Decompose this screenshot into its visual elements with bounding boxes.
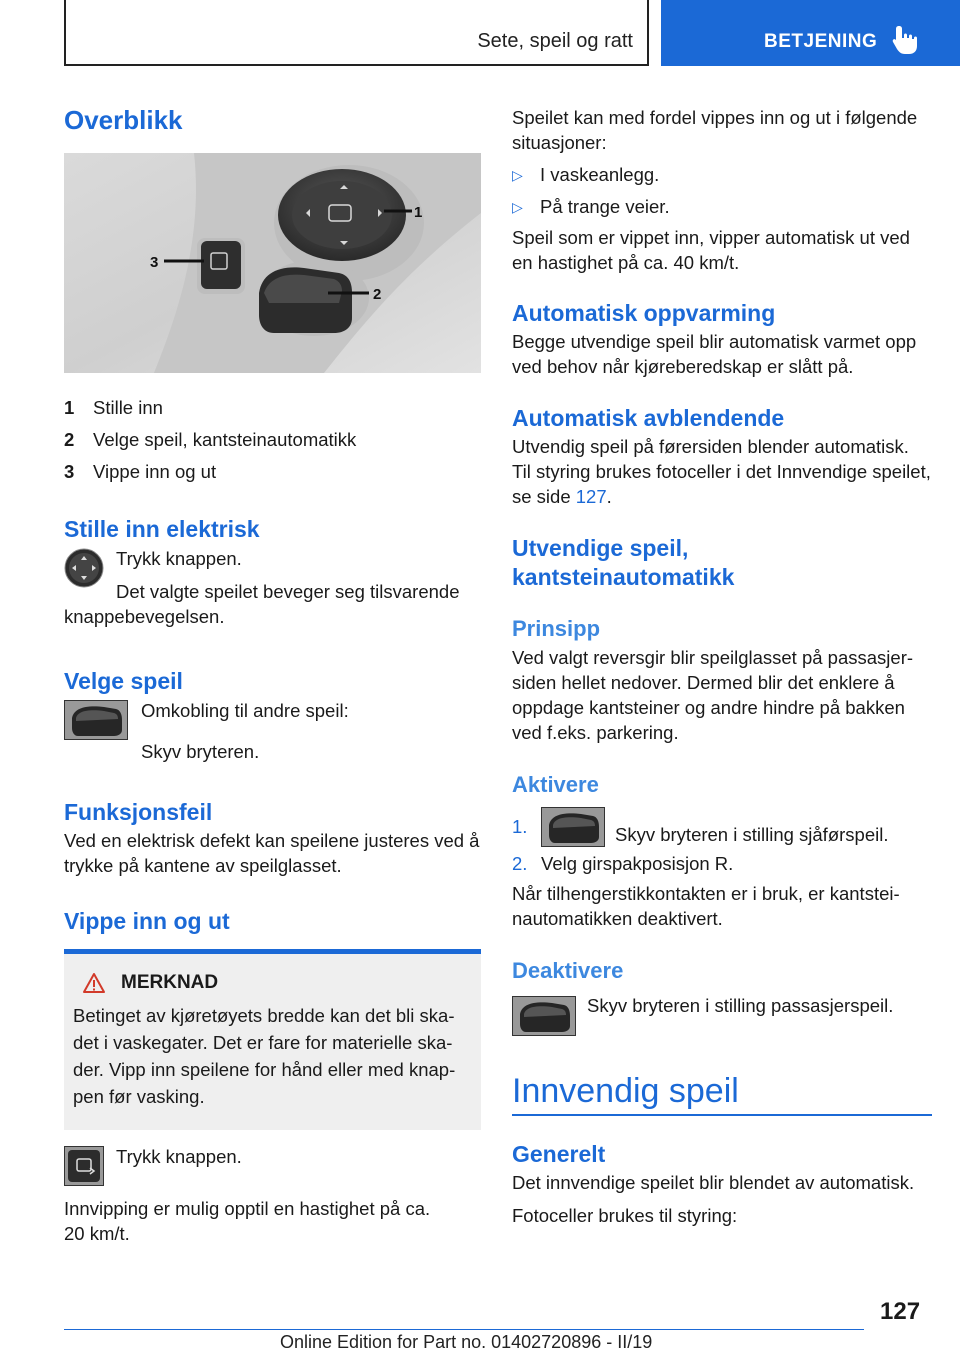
footer-edition: Online Edition for Part no. 01402720896 - II/19 bbox=[280, 1332, 653, 1352]
header-section-title: Sete, speil og ratt bbox=[477, 30, 633, 52]
notice-box bbox=[64, 954, 481, 1130]
aktivere-list bbox=[512, 807, 932, 875]
heading-funksjonsfeil: Funksjonsfeil bbox=[64, 799, 213, 825]
legend-item: 2 Velge speil, kantsteinautomatikk bbox=[64, 429, 357, 450]
funksjonsfeil-text: Ved en elektrisk defekt kan speilene justeres ved å trykke på kantene av speilglasset. bbox=[64, 830, 480, 876]
fold-mirror-button-icon bbox=[64, 1146, 104, 1186]
heading-aktivere: Aktivere bbox=[512, 772, 599, 797]
left-column bbox=[64, 100, 481, 1246]
header-section-box bbox=[64, 0, 649, 66]
aktivere-note: Når tilhengerstikkontakten er i bruk, er kantsteinautomatikken deaktivert. bbox=[512, 883, 900, 929]
heading-automatisk-oppvarming: Automatisk oppvarming bbox=[512, 300, 776, 326]
heading-kantsteinautomatikk-2: kantsteinautomatikk bbox=[512, 564, 735, 590]
heading-generelt: Generelt bbox=[512, 1140, 606, 1167]
generelt-text-2: Fotoceller brukes til styring: bbox=[512, 1204, 738, 1226]
fold-bullet-list bbox=[512, 159, 932, 223]
mirror-controls-photo bbox=[64, 153, 481, 373]
velge-speil-block bbox=[64, 698, 481, 764]
heading-velge-speil: Velge speil bbox=[64, 668, 183, 694]
heading-stille-inn: Stille inn elektrisk bbox=[64, 516, 260, 542]
vippe-button-block bbox=[64, 1144, 481, 1188]
mirror-selector-switch-icon bbox=[541, 807, 605, 847]
stille-inn-desc-1: Det valgte speilet beveger seg tilsvarende bbox=[116, 581, 460, 602]
list-item: 1. Skyv bryteren i stilling sjåførspeil. bbox=[512, 807, 932, 847]
avblendende-text: Utvendig speil på førersiden blender automatisk. Til styring brukes fotoceller i det Innvendige speilet, se side 127. bbox=[512, 436, 931, 507]
heading-overblikk: Overblikk bbox=[64, 105, 183, 135]
vippe-speed-line-2: 20 km/t. bbox=[64, 1223, 130, 1244]
photo-legend bbox=[64, 392, 481, 488]
deaktivere-block bbox=[512, 993, 932, 1035]
fold-intro: Speilet kan med fordel vippes inn og ut i følgende situasjoner: bbox=[512, 107, 918, 153]
pointing-hand-icon bbox=[891, 24, 921, 56]
stille-inn-step: Trykk knappen. bbox=[116, 548, 242, 569]
heading-deaktivere: Deaktivere bbox=[512, 958, 624, 983]
four-way-button-icon bbox=[64, 548, 104, 588]
list-item: ▷ I vaskeanlegg. bbox=[512, 159, 932, 191]
photo-callout-3: 3 bbox=[150, 254, 159, 271]
photo-callout-1: 1 bbox=[414, 204, 423, 221]
notice-title-row bbox=[73, 972, 471, 994]
header-chapter-tab bbox=[661, 0, 960, 66]
triangle-bullet-icon: ▷ bbox=[512, 199, 523, 215]
heading-automatisk-avblendende: Automatisk avblendende bbox=[512, 405, 785, 431]
notice-title: MERKNAD bbox=[121, 972, 219, 993]
footer-rule bbox=[64, 1329, 864, 1330]
mirror-selector-switch-icon bbox=[512, 996, 576, 1036]
velge-speil-text-1: Omkobling til andre speil: bbox=[141, 700, 349, 721]
vippe-speed-line-1: Innvipping er mulig opptil en hastighet på ca. bbox=[64, 1198, 431, 1219]
section-rule bbox=[512, 1114, 932, 1116]
oppvarming-text: Begge utvendige speil blir automatisk varmet opp ved behov når kjøreberedskap er slått på. bbox=[512, 331, 917, 377]
stille-inn-block bbox=[64, 546, 481, 604]
right-column bbox=[512, 100, 932, 1228]
notice-text: Betinget av kjøretøyets bredde kan det bli skadet i vaskegater. Det er fare for materielle skader. Vipp inn speilene for hånd eller med knappen før vasking. bbox=[73, 1005, 456, 1107]
list-item: 2. Velg girspakposisjon R. bbox=[512, 853, 734, 874]
velge-speil-text-2: Skyv bryteren. bbox=[141, 741, 260, 762]
vippe-step: Trykk knappen. bbox=[116, 1146, 242, 1167]
heading-kantsteinautomatikk-1: Utvendige speil, bbox=[512, 535, 689, 561]
heading-innvendig-speil: Innvendig speil bbox=[512, 1072, 739, 1110]
photo-callout-2: 2 bbox=[373, 286, 382, 303]
triangle-bullet-icon: ▷ bbox=[512, 167, 523, 183]
prinsipp-text: Ved valgt reversgir blir speilglasset på passasjersiden hellet nedover. Dermed blir det enklere å oppdage kantsteiner og andre hindre på bakken ved f.eks. parkering. bbox=[512, 647, 914, 743]
page-number: 127 bbox=[880, 1298, 921, 1325]
legend-item: 1 Stille inn bbox=[64, 397, 163, 418]
stille-inn-desc-2: knappebevegelsen. bbox=[64, 606, 225, 627]
deaktivere-text: Skyv bryteren i stilling passasjerspeil. bbox=[587, 995, 894, 1016]
warning-triangle-icon bbox=[82, 972, 106, 994]
page-reference-link[interactable]: 127 bbox=[575, 486, 607, 507]
heading-vippe-inn-og-ut: Vippe inn og ut bbox=[64, 908, 230, 934]
generelt-text-1: Det innvendige speilet blir blendet av automatisk. bbox=[512, 1171, 915, 1193]
mirror-selector-switch-icon bbox=[64, 700, 128, 740]
legend-item: 3 Vippe inn og ut bbox=[64, 461, 217, 482]
auto-fold-out-text: Speil som er vippet inn, vipper automatisk ut ved en hastighet på ca. 40 km/t. bbox=[512, 227, 910, 273]
header-chapter-title: BETJENING bbox=[764, 31, 878, 52]
heading-prinsipp: Prinsipp bbox=[512, 616, 601, 641]
list-item: ▷ På trange veier. bbox=[512, 191, 932, 223]
